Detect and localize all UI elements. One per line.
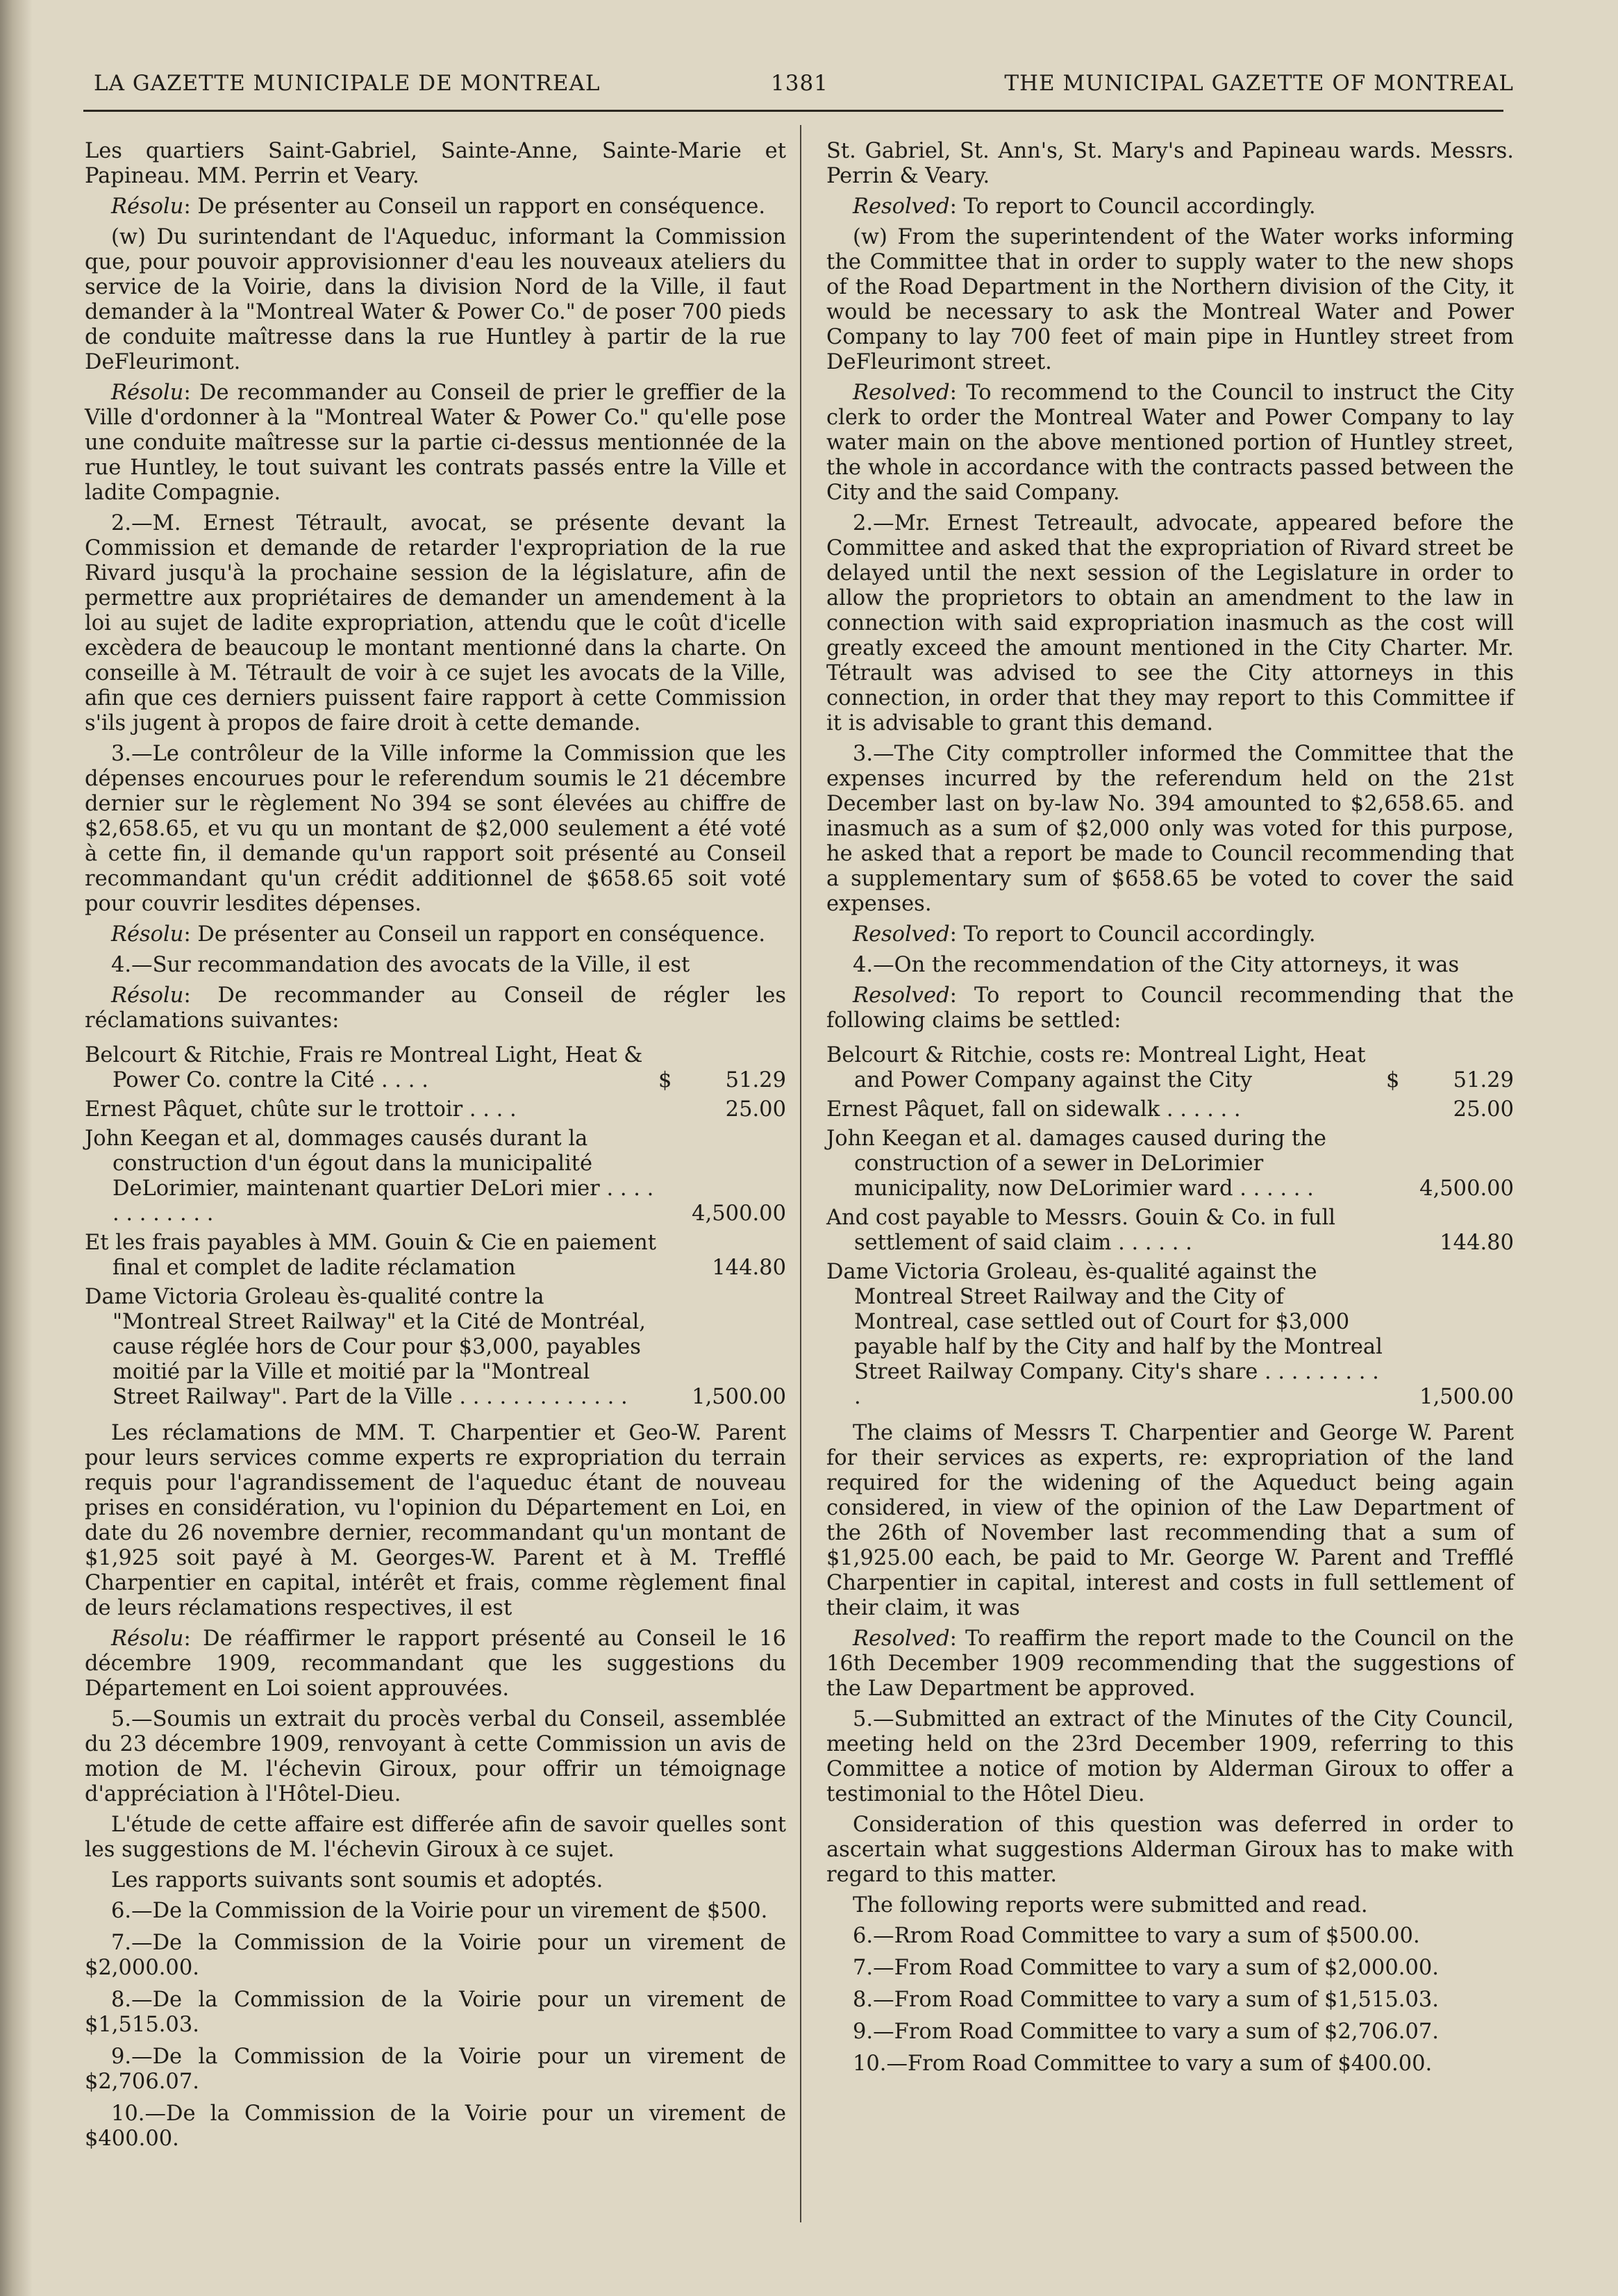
running-header xyxy=(49,43,1514,99)
report-item: 8.—De la Commission de la Voirie pour un virement de $1,515.03. xyxy=(85,1988,786,2037)
page-number: 1381 xyxy=(771,71,828,96)
report-item: 7.—De la Commission de la Voirie pour un virement de $2,000.00. xyxy=(85,1931,786,1980)
paragraph: Les réclamations de MM. T. Charpentier et Geo-W. Parent pour leurs services comme experts re expropriation du terrain requis pour l'agrandissement de l'aqueduc étant de nouveau prises en considération, vu l'opinion du Département en Loi, en date du 26 novembre dernier, recommandant qu'un montant de $1,925 soit payé à M. Georges-W. Parent et à M. Trefflé Charpentier en capital, intérêt et frais, comme règlement final de leurs réclamations respectives, il est xyxy=(85,1421,786,1620)
claim-row: Belcourt & Ritchie, costs re: Montreal Light, Heat and Power Company against the City $ 51.29 xyxy=(826,1043,1514,1092)
paragraph: 5.—Submitted an extract of the Minutes of the City Council, meeting held on the 23rd December 1909, referring to this Committee a notice of motion by Alderman Giroux to offer a testimonial to the Hôtel Dieu. xyxy=(826,1707,1514,1806)
resolution: Resolved: To reaffirm the report made to the Council on the 16th December 1909 recommending that the suggestions of the Law Department be approved. xyxy=(826,1627,1514,1701)
paragraph: 5.—Soumis un extrait du procès verbal du Conseil, assemblée du 23 décembre 1909, renvoyant à cette Commission un avis de motion de M. l'échevin Giroux, pour offrir un témoignage d'appréciation à l'Hôtel-Dieu. xyxy=(85,1707,786,1806)
claim-row: Dame Victoria Groleau, ès-qualité against the Montreal Street Railway and the City of Montreal, case settled out of Court for $3,000 payable half by the City and half by the Montreal Street Railway Company. City's share . . . . . . . . . . 1,500.00 xyxy=(826,1260,1514,1409)
resolution: Résolu: De recommander au Conseil de régler les réclamations suivantes: xyxy=(85,983,786,1033)
claims-list xyxy=(85,1043,786,1410)
page-binding-edge xyxy=(0,0,32,2296)
paragraph: Les rapports suivants sont soumis et adoptés. xyxy=(111,1868,603,1892)
claim-row: Ernest Pâquet, fall on sidewalk . . . . . . 25.00 xyxy=(826,1097,1514,1122)
resolution: Resolved: To report to Council accordingly. xyxy=(853,194,1316,219)
paragraph: (w) Du surintendant de l'Aqueduc, informant la Commission que, pour pouvoir approvisionner d'eau les nouveaux ateliers du service de la Voirie, dans la division Nord de la Ville, il faut demander à la "Montreal Water & Power Co." de poser 700 pieds de conduite maîtresse dans la rue Huntley à partir de la rue DeFleurimont. xyxy=(85,225,786,374)
resolution: Résolu: De recommander au Conseil de prier le greffier de la Ville d'ordonner à la "Montreal Water & Power Co." qu'elle pose une conduite maîtresse sur la partie ci-dessus mentionnée de la rue Huntley, le tout suivant les contrats passés entre la Ville et ladite Compagnie. xyxy=(85,381,786,505)
claims-list xyxy=(826,1043,1514,1410)
claim-row: John Keegan et al, dommages causés durant la construction d'un égout dans la municipalité DeLorimier, maintenant quartier DeLori mier . . . . . . . . . . . . 4,500.00 xyxy=(85,1126,786,1226)
paragraph: 4.—Sur recommandation des avocats de la Ville, il est xyxy=(111,953,690,977)
resolution: Résolu: De réaffirmer le rapport présenté au Conseil le 16 décembre 1909, recommandant que les suggestions du Département en Loi soient approuvées. xyxy=(85,1627,786,1701)
paragraph: Consideration of this question was deferred in order to ascertain what suggestions Alderman Giroux has to make with regard to this matter. xyxy=(826,1813,1514,1887)
english-column xyxy=(826,139,1514,2083)
claim-row: And cost payable to Messrs. Gouin & Co. in full settlement of said claim . . . . . . 144.80 xyxy=(826,1206,1514,1255)
claim-row: John Keegan et al. damages caused during the construction of a sewer in DeLorimier municipality, now DeLorimier ward . . . . . . 4,500.00 xyxy=(826,1126,1514,1201)
resolution: Resolved: To recommend to the Council to instruct the City clerk to order the Montreal Water and Power Company to lay water main on the above mentioned portion of Huntley street, the whole in accordance with the contracts passed between the City and the said Company. xyxy=(826,381,1514,505)
report-item: 9.—From Road Committee to vary a sum of $2,706.07. xyxy=(853,2020,1439,2044)
paragraph: St. Gabriel, St. Ann's, St. Mary's and Papineau wards. Messrs. Perrin & Veary. xyxy=(826,139,1514,188)
report-item: 9.—De la Commission de la Voirie pour un virement de $2,706.07. xyxy=(85,2045,786,2094)
resolution: Resolved: To report to Council recommending that the following claims be settled: xyxy=(826,983,1514,1033)
claim-row: Ernest Pâquet, chûte sur le trottoir . . . . 25.00 xyxy=(85,1097,786,1122)
resolution: Résolu: De présenter au Conseil un rapport en conséquence. xyxy=(111,922,766,947)
french-column xyxy=(85,139,786,2158)
report-item: 8.—From Road Committee to vary a sum of $1,515.03. xyxy=(853,1988,1439,2012)
header-english-title: THE MUNICIPAL GAZETTE OF MONTREAL xyxy=(1004,71,1514,96)
report-item: 7.—From Road Committee to vary a sum of $2,000.00. xyxy=(853,1956,1439,1980)
header-rule xyxy=(83,110,1503,112)
resolution: Résolu: De présenter au Conseil un rapport en conséquence. xyxy=(111,194,766,219)
report-item: 6.—De la Commission de la Voirie pour un virement de $500. xyxy=(111,1899,768,1923)
paragraph: 4.—On the recommendation of the City attorneys, it was xyxy=(853,953,1460,977)
header-french-title: LA GAZETTE MUNICIPALE DE MONTREAL xyxy=(94,71,601,96)
paragraph: Les quartiers Saint-Gabriel, Sainte-Anne, Sainte-Marie et Papineau. MM. Perrin et Veary. xyxy=(85,139,786,188)
column-divider xyxy=(800,125,801,2222)
claim-row: Et les frais payables à MM. Gouin & Cie en paiement final et complet de ladite réclamation 144.80 xyxy=(85,1231,786,1280)
paragraph: L'étude de cette affaire est differée afin de savoir quelles sont les suggestions de M. l'échevin Giroux à ce sujet. xyxy=(85,1813,786,1862)
report-item: 6.—Rrom Road Committee to vary a sum of $500.00. xyxy=(853,1924,1420,1948)
claim-row: Dame Victoria Groleau ès-qualité contre la "Montreal Street Railway" et la Cité de Montréal, cause réglée hors de Cour pour $3,000, payables moitié par la Ville et moitié par la "Montreal Street Railway". Part de la Ville . . . . . . . . . . . . . 1,500.00 xyxy=(85,1285,786,1409)
paragraph: (w) From the superintendent of the Water works informing the Committee that in order to supply water to the new shops of the Road Department in the Northern division of the City, it would be necessary to ask the Montreal Water and Power Company to lay 700 feet of main pipe in Huntley street from DeFleurimont street. xyxy=(826,225,1514,374)
paragraph: 2.—Mr. Ernest Tetreault, advocate, appeared before the Committee and asked that the expropriation of Rivard street be delayed until the next session of the Legislature in order to allow the proprietors to obtain an amendment to the law in connection with said expropriation inasmuch as the cost will greatly exceed the amount mentioned in the City Charter. Mr. Tétrault was advised to see the City attorneys in this connection, in order that they may report to this Committee if it is advisable to grant this demand. xyxy=(826,511,1514,735)
paragraph: 3.—The City comptroller informed the Committee that the expenses incurred by the referendum held on the 21st December last on by-law No. 394 amounted to $2,658.65. and inasmuch as a sum of $2,000 only was voted for this purpose, he asked that a report be made to Council recommending that a supplementary sum of $658.65 be voted to cover the said expenses. xyxy=(826,742,1514,916)
paragraph: The following reports were submitted and read. xyxy=(853,1893,1368,1918)
paragraph: 3.—Le contrôleur de la Ville informe la Commission que les dépenses encourues pour le referendum soumis le 21 décembre dernier sur le règlement No 394 se sont élevées au chiffre de $2,658.65, et vu qu un montant de $2,000 seulement a été voté à cette fin, il demande qu'un rapport soit présenté au Conseil recommandant qu'un crédit additionnel de $658.65 soit voté pour couvrir lesdites dépenses. xyxy=(85,742,786,916)
resolution: Resolved: To report to Council accordingly. xyxy=(853,922,1316,947)
report-item: 10.—From Road Committee to vary a sum of $400.00. xyxy=(853,2052,1433,2076)
paragraph: The claims of Messrs T. Charpentier and George W. Parent for their services as experts, re: expropriation of the land required for the widening of the Aqueduct being again considered, in view of the opinion of the Law Department of the 26th of November last recommending that a sum of $1,925.00 each, be paid to Mr. George W. Parent and Trefflé Charpentier in capital, interest and costs in full settlement of their claim, it was xyxy=(826,1421,1514,1620)
claim-row: Belcourt & Ritchie, Frais re Montreal Light, Heat & Power Co. contre la Cité . . . . $ 51.29 xyxy=(85,1043,786,1092)
report-item: 10.—De la Commission de la Voirie pour un virement de $400.00. xyxy=(85,2102,786,2151)
paragraph: 2.—M. Ernest Tétrault, avocat, se présente devant la Commission et demande de retarder l'expropriation de la rue Rivard jusqu'à la prochaine session de la législature, afin de permettre aux propriétaires de demander un amendement à la loi au sujet de ladite expropriation, attendu que le coût d'icelle excèdera de beaucoup le montant mentionné dans la charte. On conseille à M. Tétrault de voir à ce sujet les avocats de la Ville, afin que ces derniers puissent faire rapport à cette Commission s'ils jugent à propos de faire droit à cette demande. xyxy=(85,511,786,735)
